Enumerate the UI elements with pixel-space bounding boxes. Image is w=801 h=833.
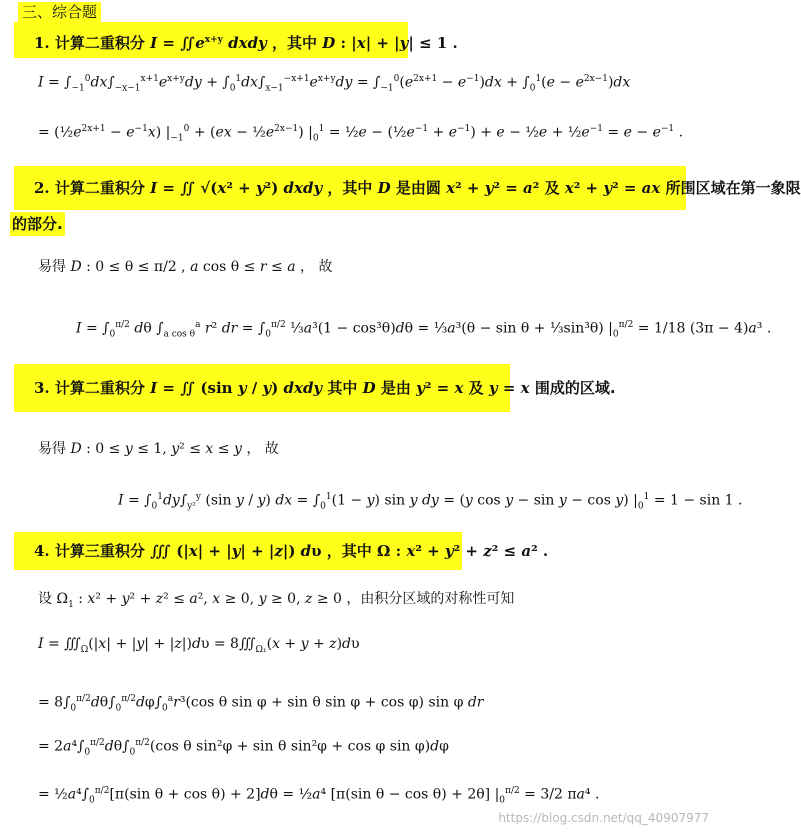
section-title-bar [14, 2, 105, 22]
problem-4-solution-line-5: = $\frac{1}{2}a^4\int_0^{\pi/2}[\pi(\sin$ θ + cos θ) + 2]dθ = ½a⁴ [π(sin θ − cos θ) + 2θ] $|_0^{\pi/2} = 3/2$ πa⁴ . [38, 786, 600, 806]
problem-4-number: 4. [34, 542, 50, 560]
problem-4-solution-line-3: = $8\int_0^{\pi/2}d\theta\int_0^{\pi/2}d\varphi\int_0^ar^3(\cos$ θ sin φ + sin θ sin φ + cos φ) sin φ dr [38, 694, 484, 714]
problem-4-solution-line-1: 设 $\Omega_1$ : x² + y² + z² ≤ a², x ≥ 0, y ≥ 0, z ≥ 0 ，由积分区域的对称性可知 [38, 591, 515, 610]
problem-4-statement: 4. 计算三重积分 ∭ (|x| + |y| + |z|) dυ ，其中 Ω : x² + y² + z² ≤ a² . [14, 532, 462, 570]
problem-1-statement: 1. 计算二重积分 $I = ∬e^{x+y}$ dxdy ，其中 D : |x| + |y| ≤ 1 . [14, 22, 408, 58]
problem-3-solution-line-2: $I = \int_0^1dy\int_{y^2}^y$ (sin y / y) dx = $\int_0^1(1 - y)$ sin y dy = (y cos y − sin y − cos y) $|_0^1 = 1 - \sin 1$ . [118, 492, 743, 512]
problem-1-number: 1. [34, 34, 50, 52]
problem-2-solution-line-2: $I = \int_0^{\pi/2}$ dθ $\int_{a cos \theta}^a$ r² dr = $\int_0^{\pi/2}$ ⅓a³(1 − cos³θ)dθ = ⅓a³(θ − sin θ + ⅓sin³θ) $|_0^{\pi/2} = 1/18$ (3π − 4)a³ . [76, 320, 772, 340]
problem-4-solution-line-2: $I = ∭_\Omega(|x| + |y| + |z|)d\upsilon$ = $8∭_{\Omega_1}(x + y + z)d\upsilon$ [38, 636, 360, 655]
problem-4-solution-line-4: = $2a^4\int_0^{\pi/2}d\theta\int_0^{\pi/2}(\cos$ θ sin²φ + sin θ sin²φ + cos φ sin φ)dφ [38, 738, 449, 758]
section-title: 三、综合题 [18, 2, 101, 22]
problem-1-solution-line-2: = $(\frac{1}{2}e^{2x+1} - e^{-1}x) |_{-1}^0 + (ex$ − $\frac{1}{2}e^{2x-1}$) $|_0^1$ = ½e − $(\frac{1}{2}e^{-1} + e^{-1}) + e$ − ½e + $\frac{1}{2}e^{-1} = e - e^{-1}$ . [38, 124, 684, 144]
problem-2-statement-cont: 的部分. [10, 212, 65, 236]
problem-3-number: 3. [34, 379, 50, 397]
watermark: https://blog.csdn.net/qq_40907977 [498, 811, 709, 825]
problem-2-number: 2. [34, 179, 50, 197]
problem-2-solution-line-1: 易得 D : 0 ≤ θ ≤ π/2 , a cos θ ≤ r ≤ a ， 故 [38, 259, 333, 275]
problem-1-solution-line-1: $I = \int_{-1}^0dx\int_{-x-1}^{x+1}e^{x+y}dy + \int_0^1dx\int_{x-1}^{-x+1}e^{x+y}dy = \int_{-1}^0(e^{2x+1} - e^{-1})dx + \int_0^1(e - e^{2x-1})dx$ [38, 74, 631, 94]
problem-2-statement: 2. 计算二重积分 I = ∬ √(x² + y²) dxdy ，其中 D 是由圆 x² + y² = a² 及 x² + y² = ax 所围区域在第一象限 [14, 166, 686, 210]
problem-3-statement: 3. 计算二重积分 I = ∬ (sin y / y) dxdy 其中 D 是由 y² = x 及 y = x 围成的区域. [14, 364, 510, 412]
problem-3-solution-line-1: 易得 D : 0 ≤ y ≤ 1, y² ≤ x ≤ y ， 故 [38, 441, 279, 457]
